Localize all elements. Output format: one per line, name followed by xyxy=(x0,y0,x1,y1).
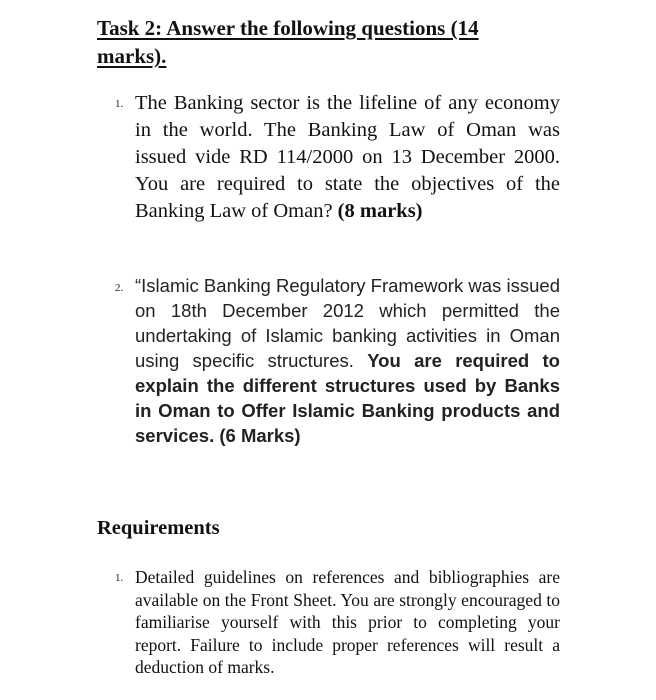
requirements-heading: Requirements xyxy=(97,517,220,539)
requirement-number: 1. xyxy=(115,572,124,584)
question-number: 1. xyxy=(115,98,124,110)
question-number: 2. xyxy=(115,282,124,294)
question-1 xyxy=(135,90,560,225)
question-1-marks: (8 marks) xyxy=(337,200,423,222)
task-title: Task 2: Answer the following questions (14 marks). xyxy=(97,16,479,68)
question-2-bold-text: You are required to explain the different structures used by Banks in Oman to Offer Islamic Banking products and services. (6 Marks) xyxy=(135,350,560,446)
question-1-text: The Banking sector is the lifeline of any economy in the world. The Banking Law of Oman was issued vide RD 114/2000 on 13 December 2000. You are required to state the objectives of the Banking Law of Oman? xyxy=(135,92,560,222)
requirement-1-text: Detailed guidelines on references and bibliographies are available on the Front Sheet. You are strongly encouraged to familiarise yourself with this prior to completing your report. Failure to include proper references will result a deduction of marks. xyxy=(135,567,560,677)
question-2-text: “Islamic Banking Regulatory Framework was issued on 18th December 2012 which permitted the undertaking of Islamic banking activities in Oman using specific structures. xyxy=(135,275,560,371)
question-2 xyxy=(135,273,560,448)
